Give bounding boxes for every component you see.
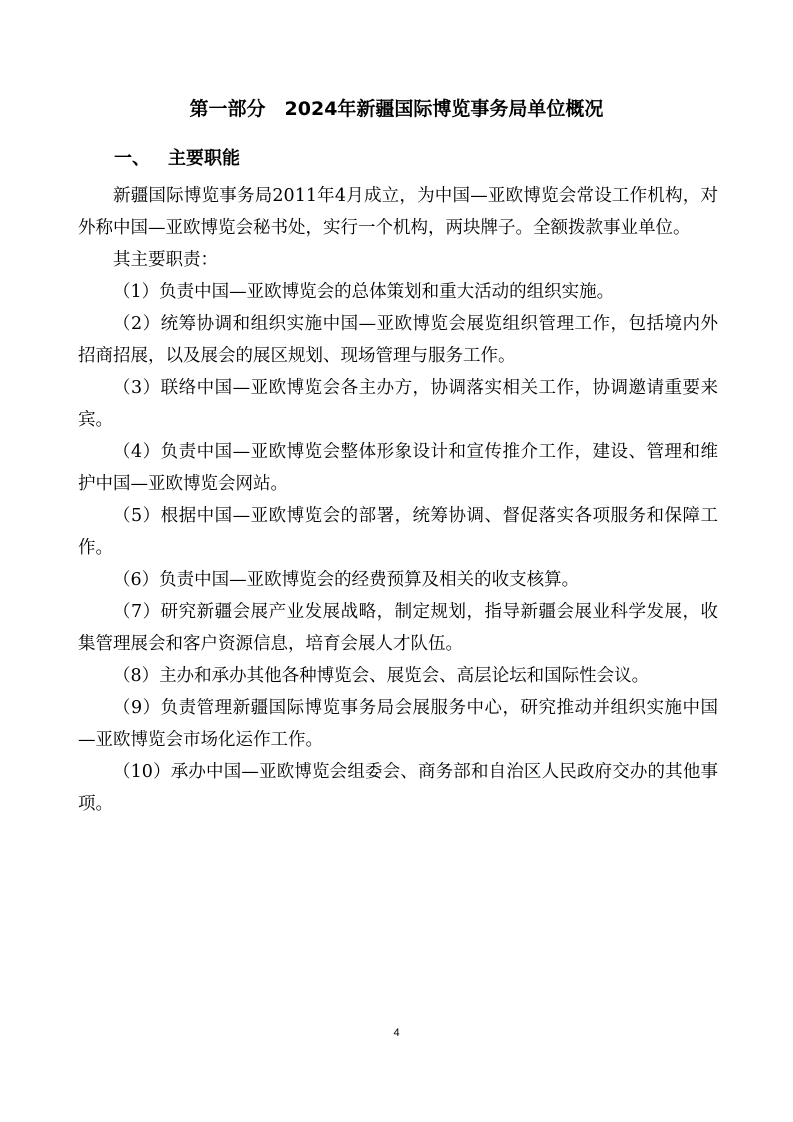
section-number: 一、: [114, 148, 150, 169]
section-title: 主要职能: [168, 148, 240, 169]
page-title: 第一部分 2024年新疆国际博览事务局单位概况: [189, 98, 604, 120]
duty-item-9: （9）负责管理新疆国际博览事务局会展服务中心，研究推动并组织实施中国—亚欧博览会市场化运作工作。: [78, 698, 718, 750]
duty-item-2: （2）统筹协调和组织实施中国—亚欧博览会展览组织管理工作，包括境内外招商招展，以及展会的展区规划、现场管理与服务工作。: [78, 314, 718, 366]
paragraph-duties-heading: 其主要职责：: [113, 250, 218, 270]
duty-item-5: （5）根据中国—亚欧博览会的部署，统筹协调、督促落实各项服务和保障工作。: [78, 506, 718, 558]
duty-item-4: （4）负责中国—亚欧博览会整体形象设计和宣传推介工作，建设、管理和维护中国—亚欧博览会网站。: [78, 442, 718, 494]
section-heading: [114, 147, 240, 171]
paragraph-intro: 新疆国际博览事务局2011年4月成立，为中国—亚欧博览会常设工作机构，对外称中国—亚欧博览会秘书处，实行一个机构，两块牌子。全额拨款事业单位。: [78, 186, 718, 238]
document-body: [78, 180, 718, 820]
duty-item-10: （10）承办中国—亚欧博览会组委会、商务部和自治区人民政府交办的其他事项。: [78, 762, 718, 814]
duty-item-6: （6）负责中国—亚欧博览会的经费预算及相关的收支核算。: [113, 570, 580, 590]
duty-item-8: （8）主办和承办其他各种博览会、展览会、高层论坛和国际性会议。: [113, 666, 650, 686]
page-number: 4: [393, 1027, 400, 1039]
duty-item-1: （1）负责中国—亚欧博览会的总体策划和重大活动的组织实施。: [113, 282, 615, 302]
duty-item-7: （7）研究新疆会展产业发展战略，制定规划，指导新疆会展业科学发展，收集管理展会和客户资源信息，培育会展人才队伍。: [78, 602, 718, 654]
duty-item-3: （3）联络中国—亚欧博览会各主办方，协调落实相关工作，协调邀请重要来宾。: [78, 378, 718, 430]
